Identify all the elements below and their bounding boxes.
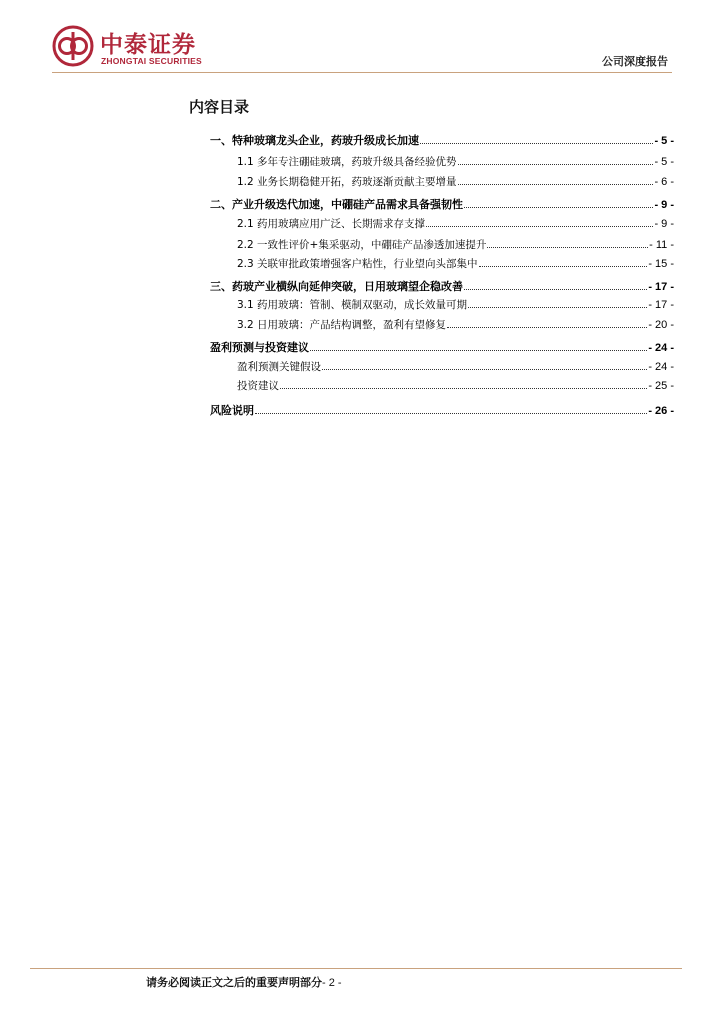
toc-leader-dots xyxy=(479,253,648,267)
toc-leader-dots xyxy=(426,213,653,227)
header-divider xyxy=(52,72,672,73)
toc-entry[interactable] xyxy=(210,194,674,212)
toc-leader-dots xyxy=(487,234,648,248)
toc-entry-title: 盈利预测关键假设 xyxy=(237,361,321,373)
toc-entry-page: - 17 - xyxy=(648,299,674,311)
toc-entry-page: - 9 - xyxy=(654,218,674,230)
toc-entry-page: - 24 - xyxy=(648,361,674,373)
toc-leader-dots xyxy=(322,356,647,370)
toc-entry-title: 1.1 多年专注硼硅玻璃，药玻升级具备经验优势 xyxy=(237,156,457,168)
toc-entry-page: - 6 - xyxy=(654,176,674,188)
toc-leader-dots xyxy=(447,314,647,328)
toc-entry-title: 二、产业升级迭代加速，中硼硅产品需求具备强韧性 xyxy=(210,198,463,211)
page-number: - 2 - xyxy=(322,977,342,989)
toc-entry-page: - 24 - xyxy=(648,342,674,354)
zhongtai-logo-icon xyxy=(52,25,94,67)
toc-entry[interactable] xyxy=(237,356,674,374)
toc-entry[interactable] xyxy=(237,213,674,231)
toc-entry-page: - 20 - xyxy=(648,319,674,331)
page-header xyxy=(0,0,724,80)
toc-entry-title: 2.1 药用玻璃应用广泛、长期需求存支撑 xyxy=(237,218,426,230)
toc-entry[interactable] xyxy=(237,253,674,271)
toc-entry[interactable] xyxy=(237,375,674,393)
toc-leader-dots xyxy=(420,130,653,144)
footer-divider xyxy=(30,968,682,969)
toc-entry[interactable] xyxy=(237,151,674,169)
toc-leader-dots xyxy=(468,294,647,308)
toc-entry[interactable] xyxy=(210,276,674,294)
toc-entry-title: 3.2 日用玻璃：产品结构调整，盈利有望修复 xyxy=(237,319,447,331)
toc-leader-dots xyxy=(458,151,654,165)
toc-entry-page: - 5 - xyxy=(654,156,674,168)
toc-entry-title: 风险说明 xyxy=(210,404,254,417)
toc-entry[interactable] xyxy=(210,337,674,355)
toc-entry-page: - 9 - xyxy=(654,199,674,211)
toc-entry-page: - 15 - xyxy=(648,258,674,270)
toc-title: 内容目录 xyxy=(189,98,250,116)
footer-notice: 请务必阅读正文之后的重要声明部分 xyxy=(146,976,322,989)
toc-entry[interactable] xyxy=(237,171,674,189)
toc-entry-title: 一、特种玻璃龙头企业，药玻升级成长加速 xyxy=(210,134,419,147)
toc-leader-dots xyxy=(310,337,647,351)
toc-entry[interactable] xyxy=(237,234,674,252)
logo-wordmark-en: ZHONGTAI SECURITIES xyxy=(101,56,202,66)
toc-entry-title: 投资建议 xyxy=(237,380,279,392)
toc-entry-title: 2.3 关联审批政策增强客户粘性，行业望向头部集中 xyxy=(237,258,478,270)
toc-entry-page: - 5 - xyxy=(654,135,674,147)
toc-entry-title: 三、药玻产业横纵向延伸突破，日用玻璃望企稳改善 xyxy=(210,280,463,293)
toc-entry[interactable] xyxy=(210,400,674,418)
toc-entry-page: - 25 - xyxy=(648,380,674,392)
toc-leader-dots xyxy=(255,400,647,414)
logo-wordmark-cn: 中泰证券 xyxy=(100,32,196,58)
toc-leader-dots xyxy=(280,375,647,389)
toc-entry-page: - 17 - xyxy=(648,281,674,293)
toc-entry-title: 1.2 业务长期稳健开拓，药玻逐渐贡献主要增量 xyxy=(237,176,457,188)
toc-entry-page: - 11 - xyxy=(649,239,674,251)
toc-entry[interactable] xyxy=(210,130,674,148)
toc-leader-dots xyxy=(464,194,653,208)
toc-leader-dots xyxy=(464,276,647,290)
report-type-label: 公司深度报告 xyxy=(602,55,668,68)
page-footer xyxy=(146,974,342,990)
toc-entry-title: 盈利预测与投资建议 xyxy=(210,341,309,354)
toc-entry[interactable] xyxy=(237,294,674,312)
toc-entry[interactable] xyxy=(237,314,674,332)
toc-leader-dots xyxy=(458,171,654,185)
toc-entry-title: 2.2 一致性评价+集采驱动，中硼硅产品渗透加速提升 xyxy=(237,239,487,251)
toc-entry-title: 3.1 药用玻璃：管制、模制双驱动，成长效量可期 xyxy=(237,299,468,311)
toc-entry-page: - 26 - xyxy=(648,405,674,417)
